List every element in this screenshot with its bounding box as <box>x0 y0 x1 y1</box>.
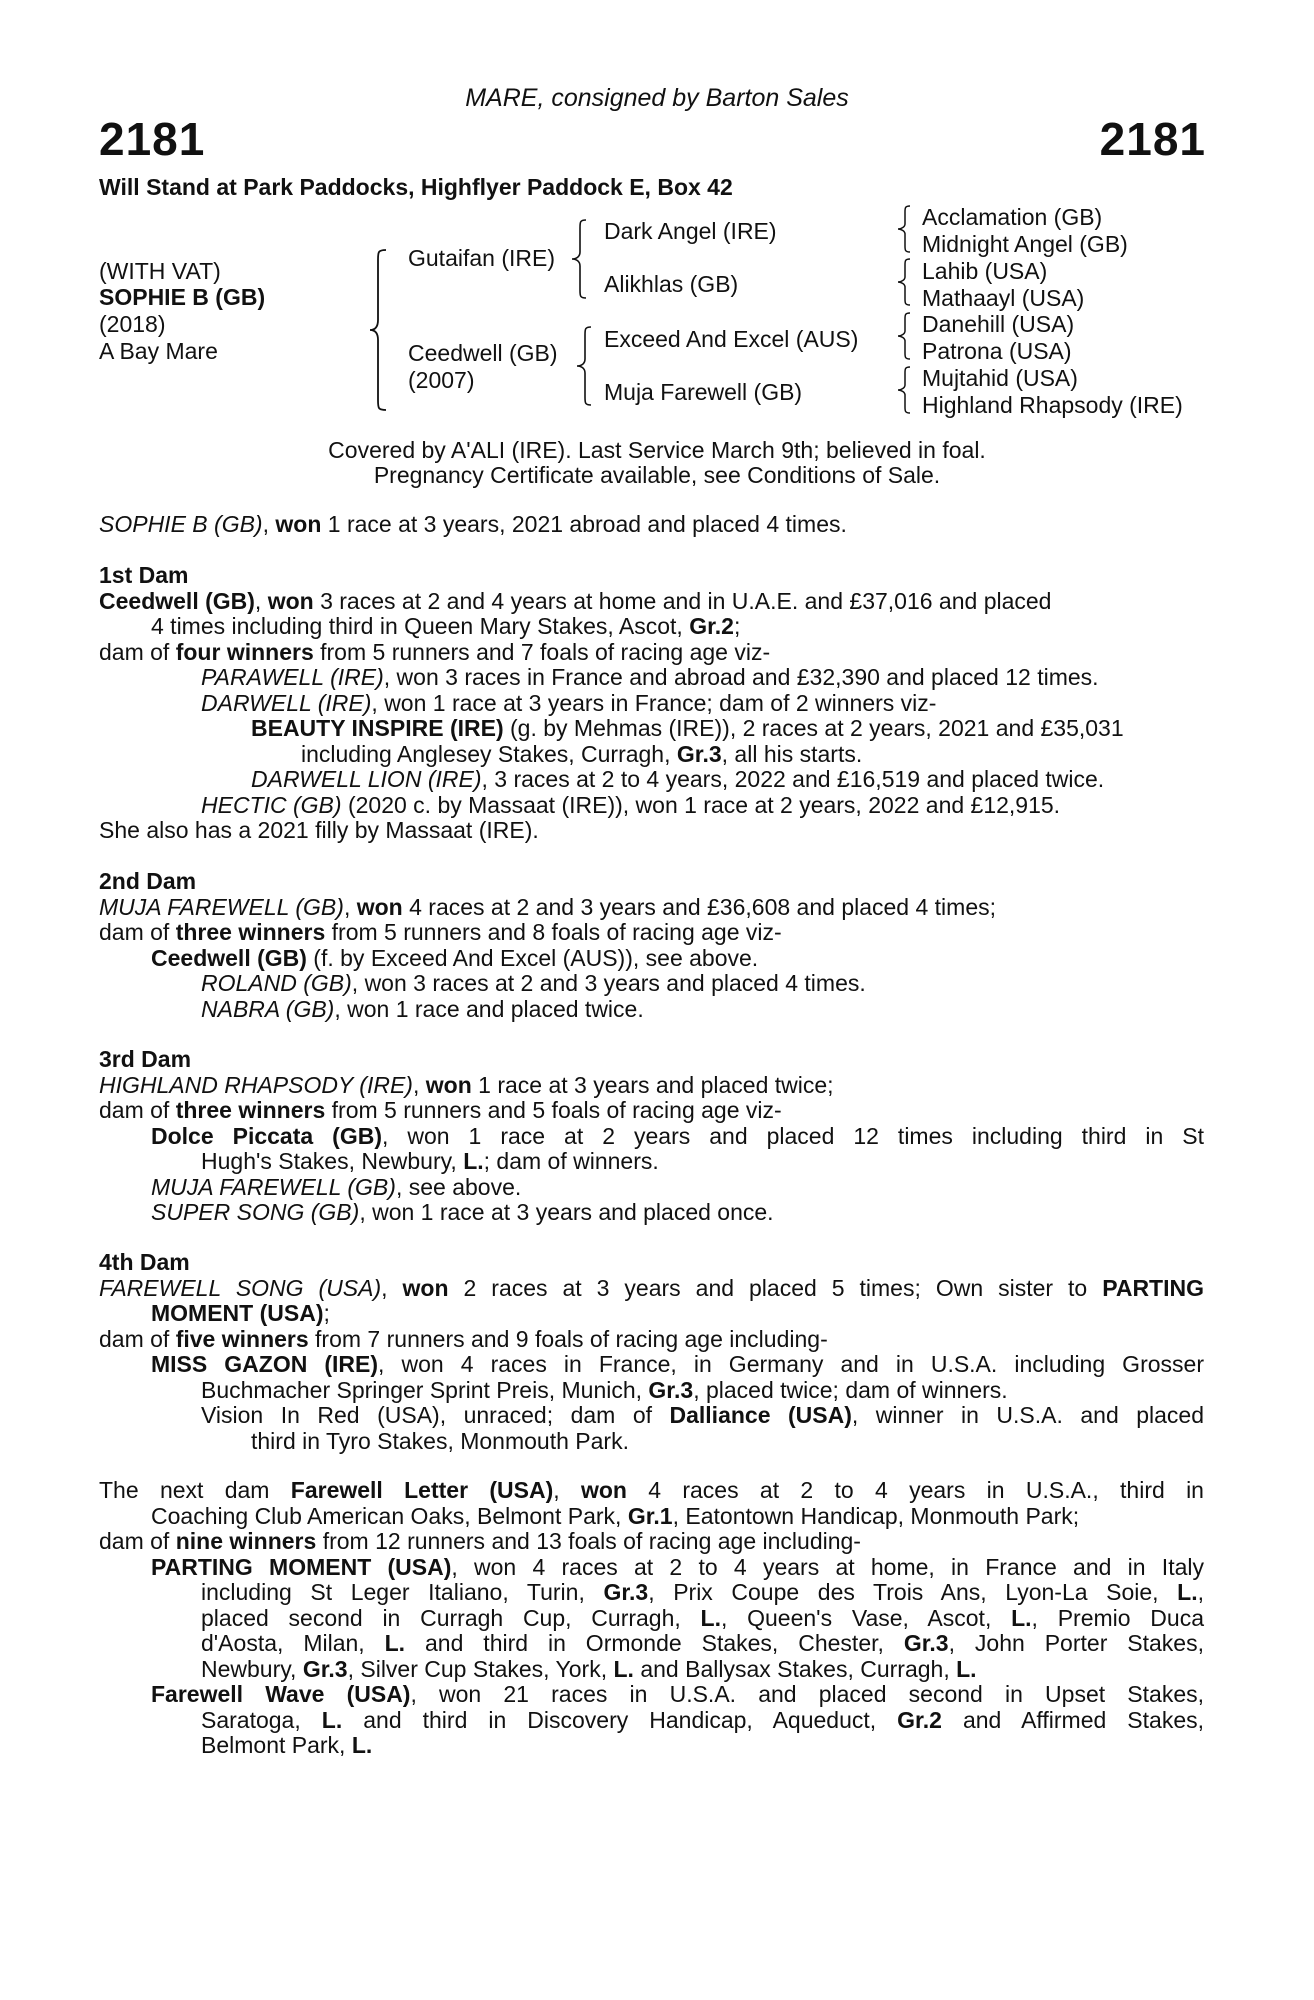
first-dam-heading: 1st Dam <box>99 562 189 588</box>
dam1-name: Ceedwell (GB) <box>99 587 255 614</box>
parting-moment-grade-6: Gr.3 <box>903 1630 949 1656</box>
pedigree-g8: Highland Rhapsody (IRE) <box>922 392 1183 418</box>
dam4-sister-name: PARTING <box>1102 1274 1204 1301</box>
pedigree-g6: Patrona (USA) <box>922 338 1072 364</box>
pedigree-sire: Gutaifan (IRE) <box>408 245 555 271</box>
parting-moment-grade-1: Gr.3 <box>603 1579 649 1605</box>
parting-moment-grade-4: L. <box>1011 1604 1032 1631</box>
dam3-line2-end: from 5 runners and 5 foals of racing age viz- <box>325 1097 782 1123</box>
farewell-wave-line2: Saratoga, <box>201 1706 322 1733</box>
parting-moment-line3-mid: , Queen's Vase, Ascot, <box>720 1604 1012 1631</box>
pedigree-brace-sire <box>570 218 590 300</box>
horse-name: SOPHIE B (GB) <box>99 284 266 310</box>
parting-moment-line4-end: , John Porter Stakes, <box>948 1630 1204 1656</box>
dam4-name: FAREWELL SONG (USA) <box>99 1274 382 1301</box>
pedigree-dam-year: (2007) <box>408 367 475 393</box>
horse-vat: (WITH VAT) <box>99 258 221 284</box>
roland-name: ROLAND (GB) <box>201 970 352 996</box>
beauty-inspire-grade: Gr.3 <box>676 740 722 767</box>
pedigree-brace-g1 <box>896 204 914 254</box>
super-song-name: SUPER SONG (GB) <box>151 1199 360 1225</box>
next-dam-line3: dam of <box>99 1528 176 1554</box>
next-dam-winners: nine winners <box>175 1528 317 1554</box>
dam2-line2: dam of <box>99 919 176 945</box>
fourth-dam-heading: 4th Dam <box>99 1249 190 1275</box>
pedigree-sire-dam: Alikhlas (GB) <box>604 271 739 297</box>
roland-text: , won 3 races at 2 and 3 years and placed 4 times. <box>351 970 866 996</box>
dam1-line3-end: from 5 runners and 7 foals of racing age viz- <box>313 638 771 665</box>
covered-line-2: Pregnancy Certificate available, see Conditions of Sale. <box>373 462 941 488</box>
dam1-filly-note: She also has a 2021 filly by Massaat (IRE). <box>99 817 539 843</box>
beauty-inspire-name: BEAUTY INSPIRE (IRE) <box>251 715 504 741</box>
parting-moment-line5-mid2: and Ballysax Stakes, Curragh, <box>633 1655 957 1682</box>
farewell-wave-line3: Belmont Park, <box>201 1732 352 1758</box>
dam2-line1: 4 races at 2 and 3 years and £36,608 and placed 4 times; <box>402 893 997 920</box>
dam1-line2: 4 times including third in Queen Mary Stakes, Ascot, <box>151 613 690 639</box>
parawell-text: , won 3 races in France and abroad and £32,390 and placed 12 times. <box>383 664 1099 690</box>
pedigree-g5: Danehill (USA) <box>922 311 1075 337</box>
next-dam-line2: Coaching Club American Oaks, Belmont Park, <box>151 1502 628 1529</box>
parting-moment-name: PARTING MOMENT (USA) <box>151 1553 452 1580</box>
dalliance-text: , winner in U.S.A. and placed <box>851 1402 1205 1428</box>
pedigree-g1: Acclamation (GB) <box>922 204 1103 230</box>
dam1-winners: four winners <box>175 638 314 665</box>
darwell-lion-name: DARWELL LION (IRE) <box>251 766 482 792</box>
next-dam-line2-end: , Eatontown Handicap, Monmouth Park; <box>672 1502 1080 1529</box>
dam4-line3-end: from 7 runners and 9 foals of racing age including- <box>308 1325 828 1352</box>
dalliance-name: Dalliance (USA) <box>669 1402 852 1428</box>
dam3-line2: dam of <box>99 1097 176 1123</box>
pedigree-brace-g4 <box>896 365 914 415</box>
third-dam-section: 3rd Dam HIGHLAND RHAPSODY (IRE), won 1 race at 3 years and placed twice; dam of three winners from 5 runners and 5 foals of racing age viz- Dolce Piccata (GB), won 1 race at 2 years and placed 12 times including third in St Hugh's Stakes, Newbury, L.; dam of winners. MUJA FAREWELL (GB), see above. SUPER SONG (GB), won 1 race at 3 years and placed once. <box>99 1046 1204 1225</box>
muja-farewell-text: , see above. <box>395 1173 522 1200</box>
dam1-won: won <box>267 587 314 614</box>
dalliance-line2: third in Tyro Stakes, Monmouth Park. <box>251 1427 629 1454</box>
vision-in-red-text: Vision In Red (USA), unraced; dam of <box>201 1402 670 1428</box>
hectic-name: HECTIC (GB) <box>201 791 342 818</box>
farewell-wave-text: , won 21 races in U.S.A. and placed second in Upset Stakes, <box>410 1681 1205 1707</box>
dam1-line3: dam of <box>99 638 176 665</box>
parting-moment-line4-mid: and third in Ormonde Stakes, Chester, <box>405 1630 904 1656</box>
farewell-wave-line2-mid: and third in Discovery Handicap, Aqueduct, <box>342 1706 898 1733</box>
beauty-inspire-line2-end: , all his starts. <box>721 740 863 767</box>
darwell-lion-text: , 3 races at 2 to 4 years, 2022 and £16,519 and placed twice. <box>481 766 1105 792</box>
miss-gazon-name: MISS GAZON (IRE) <box>151 1351 379 1377</box>
next-dam-sep: , <box>553 1477 581 1503</box>
pedigree-g3: Lahib (USA) <box>922 258 1048 284</box>
miss-gazon-grade: Gr.3 <box>648 1376 694 1403</box>
fourth-dam-section: 4th Dam FAREWELL SONG (USA), won 2 races at 3 years and placed 5 times; Own sister to PARTING MOMENT (USA); dam of five winners from 7 runners and 9 foals of racing age including- MISS GAZON (IRE), won 4 races in France, in Germany and in U.S.A. including Grosser Buchmacher Springer Sprint Preis, Munich, Gr.3, placed twice; dam of winners. Vision In Red (USA), unraced; dam of Dalliance (USA), winner in U.S.A. and placed third in Tyro Stakes, Monmouth Park. <box>99 1249 1205 1454</box>
ceedwell-name: Ceedwell (GB) <box>151 944 307 971</box>
dam1-line2-end: ; <box>733 613 741 639</box>
farewell-wave-grade-2: Gr.2 <box>897 1706 942 1733</box>
next-dam-won: won <box>580 1477 627 1503</box>
next-dam-line1: 4 races at 2 to 4 years in U.S.A., third in <box>626 1477 1204 1503</box>
dam3-line1: 1 race at 3 years and placed twice; <box>471 1071 834 1098</box>
parting-moment-line5: Newbury, <box>201 1655 303 1682</box>
dam1-line1: 3 races at 2 and 4 years at home and in U.A.E. and £37,016 and placed <box>313 587 1052 614</box>
parawell-name: PARAWELL (IRE) <box>201 664 384 690</box>
parting-moment-line3: placed second in Curragh Cup, Curragh, <box>201 1604 701 1631</box>
pedigree-dam-dam: Muja Farewell (GB) <box>604 379 803 405</box>
dam3-name: HIGHLAND RHAPSODY (IRE) <box>99 1071 413 1098</box>
farewell-wave-grade-1: L. <box>321 1706 343 1733</box>
dam2-name: MUJA FAREWELL (GB) <box>99 893 344 920</box>
covered-line-1: Covered by A'ALI (IRE). Last Service March 9th; believed in foal. <box>328 437 986 463</box>
dam4-won: won <box>402 1274 449 1301</box>
horse-year: (2018) <box>99 311 166 337</box>
miss-gazon-line2: Buchmacher Springer Sprint Preis, Munich, <box>201 1376 649 1403</box>
hectic-text: (2020 c. by Massaat (IRE)), won 1 race at 2 years, 2022 and £12,915. <box>341 791 1061 818</box>
lot-number-right: 2181 <box>1099 113 1206 165</box>
dolce-piccata-line2: Hugh's Stakes, Newbury, <box>201 1148 464 1174</box>
super-song-text: , won 1 race at 3 years and placed once. <box>359 1199 774 1225</box>
dam2-winners: three winners <box>175 919 326 945</box>
pedigree-brace-dam <box>575 325 595 407</box>
muja-farewell-name: MUJA FAREWELL (GB) <box>151 1173 396 1200</box>
lot-number-left: 2181 <box>99 113 206 165</box>
parting-moment-grade-8: L. <box>613 1655 634 1682</box>
parting-moment-line4: d'Aosta, Milan, <box>201 1630 385 1656</box>
dam2-line2-end: from 5 runners and 8 foals of racing age viz- <box>325 919 782 945</box>
summary-text: 1 race at 3 years, 2021 abroad and placed 4 times. <box>321 511 847 537</box>
dolce-piccata-text: , won 1 race at 2 years and placed 12 times including third in St <box>381 1122 1204 1149</box>
parting-moment-grade-5: L. <box>384 1630 406 1656</box>
pedigree-brace-main <box>368 248 390 412</box>
next-dam-section <box>99 1478 1204 1759</box>
parting-moment-grade-9: L. <box>956 1655 977 1682</box>
farewell-wave-name: Farewell Wave (USA) <box>151 1681 411 1707</box>
beauty-inspire-text: (g. by Mehmas (IRE)), 2 races at 2 years, 2021 and £35,031 <box>503 715 1124 741</box>
pedigree-dam-sire: Exceed And Excel (AUS) <box>604 326 859 352</box>
darwell-text: , won 1 race at 3 years in France; dam of 2 winners viz- <box>371 689 937 716</box>
parting-moment-grade-7: Gr.3 <box>302 1655 348 1682</box>
farewell-letter-name: Farewell Letter (USA) <box>290 1477 554 1503</box>
nabra-text: , won 1 race and placed twice. <box>334 995 644 1022</box>
first-dam-section: 1st Dam Ceedwell (GB), won 3 races at 2 and 4 years at home and in U.A.E. and £37,016 and placed 4 times including third in Queen Mary Stakes, Ascot, Gr.2; dam of four winners from 5 runners and 7 foals of racing age viz- PARAWELL (IRE), won 3 races in France and abroad and £32,390 and placed 12 times. DARWELL (IRE), won 1 race at 3 years in France; dam of 2 winners viz- BEAUTY INSPIRE (IRE) (g. by Mehmas (IRE)), 2 races at 2 years, 2021 and £35,031 including Anglesey Stakes, Curragh, Gr.3, all his starts. DARWELL LION (IRE), 3 races at 2 to 4 years, 2022 and £16,519 and placed twice. HECTIC (GB) (2020 c. by Massaat (IRE)), won 1 race at 2 years, 2022 and £12,915. She also has a 2021 filly by Massaat (IRE). <box>99 563 1204 844</box>
pedigree-brace-g3 <box>896 311 914 361</box>
dam4-line2-end: ; <box>323 1300 330 1326</box>
next-dam-grade: Gr.1 <box>627 1502 673 1529</box>
second-dam-section: 2nd Dam MUJA FAREWELL (GB), won 4 races at 2 and 3 years and £36,608 and placed 4 times; dam of three winners from 5 runners and 8 foals of racing age viz- Ceedwell (GB) (f. by Exceed And Excel (AUS)), see above. ROLAND (GB), won 3 races at 2 and 3 years and placed 4 times. NABRA (GB), won 1 race and placed twice. <box>99 869 1204 1022</box>
miss-gazon-line2-end: , placed twice; dam of winners. <box>693 1376 1008 1403</box>
next-dam-intro: The next dam <box>99 1477 291 1503</box>
dam3-won: won <box>425 1071 472 1098</box>
pedigree-g4: Mathaayl (USA) <box>922 285 1085 311</box>
dam2-won: won <box>356 893 403 920</box>
dolce-piccata-grade: L. <box>463 1148 484 1174</box>
darwell-name: DARWELL (IRE) <box>201 689 372 716</box>
next-dam-line3-end: from 12 runners and 13 foals of racing age including- <box>316 1528 861 1554</box>
pedigree-dam: Ceedwell (GB) <box>408 340 558 366</box>
dam3-winners: three winners <box>175 1097 326 1123</box>
parting-moment-grade-3: L. <box>700 1604 721 1631</box>
miss-gazon-text: , won 4 races in France, in Germany and in U.S.A. including Grosser <box>378 1351 1204 1377</box>
second-dam-heading: 2nd Dam <box>99 868 197 894</box>
parting-moment-line2-mid: , Prix Coupe des Trois Ans, Lyon-La Soie, <box>648 1579 1178 1605</box>
pedigree-brace-g2 <box>896 257 914 307</box>
dam1-grade: Gr.2 <box>689 613 734 639</box>
parting-moment-line2-end: , <box>1197 1579 1205 1605</box>
pedigree-g7: Mujtahid (USA) <box>922 365 1078 391</box>
beauty-inspire-line2: including Anglesey Stakes, Curragh, <box>301 740 677 767</box>
summary-won: won <box>275 511 322 537</box>
horse-description: A Bay Mare <box>99 338 218 364</box>
dam4-sister-name-cont: MOMENT (USA) <box>151 1300 324 1326</box>
dam4-line1: 2 races at 3 years and placed 5 times; Own sister to <box>448 1274 1103 1301</box>
pedigree-sire-sire: Dark Angel (IRE) <box>604 218 777 244</box>
stand-location: Will Stand at Park Paddocks, Highflyer Paddock E, Box 42 <box>99 174 733 200</box>
dam4-line3: dam of <box>99 1325 176 1352</box>
third-dam-heading: 3rd Dam <box>99 1046 192 1072</box>
summary-name: SOPHIE B (GB) <box>99 511 263 537</box>
parting-moment-line5-mid: , Silver Cup Stakes, York, <box>347 1655 614 1682</box>
farewell-wave-grade-3: L. <box>351 1732 373 1758</box>
parting-moment-line2: including St Leger Italiano, Turin, <box>201 1579 604 1605</box>
ceedwell-text: (f. by Exceed And Excel (AUS)), see above. <box>306 944 759 971</box>
dolce-piccata-name: Dolce Piccata (GB) <box>151 1122 382 1149</box>
dam4-winners: five winners <box>175 1325 309 1352</box>
farewell-wave-line2-end: and Affirmed Stakes, <box>941 1706 1205 1733</box>
consignment-line: MARE, consigned by Barton Sales <box>465 84 849 112</box>
pedigree-g2: Midnight Angel (GB) <box>922 231 1128 257</box>
horse-summary: SOPHIE B (GB), won 1 race at 3 years, 2021 abroad and placed 4 times. <box>99 511 847 537</box>
nabra-name: NABRA (GB) <box>201 995 335 1022</box>
parting-moment-text: , won 4 races at 2 to 4 years at home, in France and in Italy <box>451 1553 1204 1580</box>
parting-moment-grade-2: L. <box>1177 1579 1198 1605</box>
parting-moment-line3-end: , Premio Duca <box>1031 1604 1204 1631</box>
dolce-piccata-line2-end: ; dam of winners. <box>483 1148 659 1174</box>
